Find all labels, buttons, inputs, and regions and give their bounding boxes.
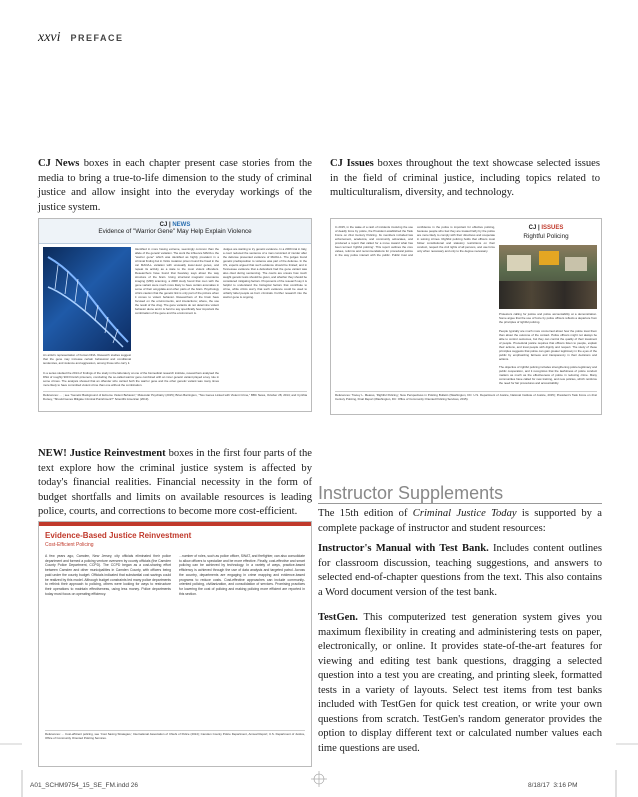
news-body-col2: Judges are starting to try genetic evidence. In a 2009 trial in Italy, a court reduced the sentence of a man convicted of murder after the defense presented evidence of MAOA-L. The judges found genetic predisposition to violence was part of the defense. In the US, experts argued that such evidence should be limited; and in Tennessee evidence that a defendant had the gene variant was also cited during sentencing. The courts are unsure how much weight genetic tests should be given, and whether they should be considered mitigating factors. Proponents of the research say it is helpful to understand the biological factors that contribute to crime, while critics worry that such evidence could be used to unfairly label people as born criminals. Further research into the warrior gene is ongoing. (223, 247, 307, 299)
issues-body-col2b: The objective of rightful policing includes strengthening police legitimacy and public cooperation, and it recognizes that the lawfulness of police conduct matters as much as the effectiveness of police in reducing crime. Many communities have called for new training, and new policies, which reinforce the need for fair procedures and accountability. (499, 365, 597, 385)
footer-time-value: 3:16 PM (553, 782, 578, 789)
page-number: xxvi (38, 30, 61, 45)
news-box-title: Evidence of "Warrior Gene" May Help Explain Violence (98, 228, 252, 235)
manual-text: Includes content outlines for classroom discussion, teaching suggestions, and answers to selected end-of-chapter questions from the text. This also contains a Word document version of the test bank. (318, 543, 602, 598)
reinvestment-text: boxes in the first four parts of the text explore how the criminal justice system is affected by today's financial realities. Financial necessity in the form of budget shortfalls and limits on available resources is leading police, courts, and corrections to become more cost-efficient. (38, 448, 312, 517)
testgen-text: This computerized test generation system gives you maximum flexibility in creating and administering tests on paper, electronically, or online. It provides state-of-the-art features for viewing and editing test bank questions, dragging a selected question into a test you are creating, and printing sleek, formatted tests in a variety of layouts. Select test items from test banks included with TestGen for quick test creation, or write your own questions from scratch. TestGen's random generator provides the option to display different text or calculated number values each time questions are used. (318, 612, 602, 754)
cj-issues-lead: CJ Issues (330, 158, 374, 169)
cj-news-text: boxes in each chapter present case stories from the media to bring a true-to-life dimension to the study of criminal justice and allow insight into the everyday workings of the justice system. (38, 158, 312, 213)
intro-after: is supported by a complete package of instructor and student resources: (318, 508, 602, 534)
ebjr-footnote: References: ... Cost-efficient policing, see 'Cost Saving Strategies,' International Association of Chiefs of Police (2014); Camden County Police Department, Annual Report; U.S. Department of Justice, Office of Community Oriented Policing Services. (45, 730, 305, 764)
ebjr-title: Evidence-Based Justice Reinvestment (45, 531, 192, 540)
issues-tag-label: ISSUES (541, 225, 564, 231)
intro-before: The 15th edition of (318, 508, 413, 519)
news-tag-label: NEWS (172, 222, 191, 228)
ebjr-body-col2: ...number of roles, such as police officer, SWAT, and firefighter, can also consolidate to allow officers to specialize and be more effective. Finally, cost-effective and smart policing can be achieved by technology. In a variety of ways, practice-based efficiency is achieved through the use of data analysis and targeted patrol. Across the country, departments are engaging in crime mapping and evidence-based programs to reduce costs. Cost-effective approaches can include community-oriented policing, civilianization, and consolidation of services. Promising practices for lowering the cost of policing and making policing more efficient are reported in this section. (179, 554, 305, 596)
footer-date (528, 782, 578, 789)
news-caption: An artist's representation of human DNA. Research studies suggest that the gene may increase certain behavioral and conditional tendencies, and violence and aggression, among those who carry it. (43, 353, 131, 365)
cj-news-lead: CJ News (38, 158, 80, 169)
cj-issues-text: boxes throughout the text showcase selected issues in the field of criminal justice, including topics related to multiculturalism, diversity, and technology. (330, 158, 600, 198)
issues-body-col1: In 2015, in the wake of a rash of incidents involving the use of deadly force by police, the President established the Task Force on 21st Century Policing. Its members included law enforcement, academia, and community advocates, and produced a report that called for a move toward what has been termed 'rightful policing'. This report outlines the core values, reforms and recommendations for procedural justice in the way police interact with the public. Public trust and confidence in the police is important for effective policing, because people who feel they are treated fairly by the police are more likely to comply with their directives and cooperate in solving crimes. Rightful policing holds that officers must follow constitutional and statutory restrictions on their conduct, respect the civil rights of all persons, and use force only when necessary and only to the degree necessary. (335, 225, 495, 257)
news-body-col1b: In a series studied the 2014 of findings of the study in the laboratory at one of the biomedical research institute, researchers analysed the DNA of roughly 900 Finnish prisoners, concluding the so-called warrior gene combined with an inner genetic variant played a key role in some crimes. The analysis showed that an offender who carried both the warrior gene and the other genetic variant was many times more likely to have committed violent crime than one without the combination. (43, 371, 219, 387)
manual-lead: Instructor's Manual with Test Bank. (318, 543, 489, 554)
issues-tag-prefix: CJ | (528, 225, 540, 231)
issues-caption: Protestors calling for justice and police accountability at a demonstration. Some argue that the use of force by police officers reflects a departure from the principles of rightful policing. (499, 312, 597, 324)
running-head-section: PREFACE (70, 33, 124, 43)
news-footnote: References: ... ; see "Genetic Background of Extreme Violent Behavior," Molecular Psychiatry (2015); Brian Barrington, "Two Genes Linked with Violent Crime," BBC News, October 28, 2014; and Cynthia Dorsey, "Should Genes Mitigate Criminal Punishment?" Scientific American (2013). (43, 391, 307, 411)
instructor-supplements-heading: Instructor Supplements (318, 483, 504, 503)
news-tag-prefix: CJ | (159, 222, 171, 228)
issues-body-col2: People typically are much more concerned about how the police treat them than about the outcome of the contact. Police officers might not always be able to control outcomes, but they can control the quality of their treatment of people. Procedural justice requires that officers listen to people, explain their actions, and treat people with dignity and respect. The study of these principles suggests that police can gain greater legitimacy in the eyes of the public by emphasizing fairness and transparency in their decisions and actions. (499, 329, 597, 361)
reinvestment-lead: NEW! Justice Reinvestment (38, 448, 166, 459)
footer-filename: A01_SCHM9754_15_SE_FM.indd 26 (30, 782, 139, 789)
ebjr-subtitle: Cost-Efficient Policing (45, 542, 94, 548)
footer-date-value: 8/18/17 (528, 782, 550, 789)
news-body-col1: Identified in more having extreme, seemingly common than the allele of the genetic variation. The work the influence MAOA-L the "warrior gene" which was identified as highly prevalent in a criminal finding but in Vicks mutation prison found the fraud in the car MAOA-L variation with unusually lower-level genes, and repeat its activity as a state to the most violent offenders. Researchers have found that Kearsley says about the way structure of the brain. Using structural magnetic resonance imaging (MRI) scanning, a 2008 study found that men with the gene variant were much more likely to have certain anomalies in some of their amygdala and other parts of the brain. Psychology critics caution that the genetic link is only part of the picture when it comes to violent behavior. Researchers of the brain have focused on the environments, and interactions; where, the use the result of the drug. The gene variants do not determine violent behavior alone and it is hard to say specifically how important the combination of the gene and the environment is. (135, 247, 219, 315)
ebjr-body-col1: A few years ago, Camden, New Jersey, city officials eliminated their police department and formed a policing venture overseen by county officials (the Camden County Police Department, CCPD). The CCPD began as a cost-sharing effort between Camden and other municipalities in Camden County, with officers being paid under the county budget. Officials indicated that substantial cost savings could be realized by this model. Although budget constraints led many police departments to rethink their approach to policing, others were looking for ways to restructure their operations to maintain effectiveness, using less money. Police departments today must focus on operating efficiency. (45, 554, 171, 596)
issues-footnote: References: Tracey L. Meares, 'Rightful Policing,' New Perspectives in Policing Bulletin (Washington, DC: U.S. Department of Justice, National Institute of Justice, 2015); President's Task Force on 21st Century Policing, Final Report (Washington, DC: Office of Community Oriented Policing Services, 2015). (335, 391, 597, 413)
issues-box-title: Rightful Policing (523, 233, 569, 240)
testgen-lead: TestGen. (318, 612, 358, 623)
intro-book-title: Criminal Justice Today (412, 508, 517, 519)
